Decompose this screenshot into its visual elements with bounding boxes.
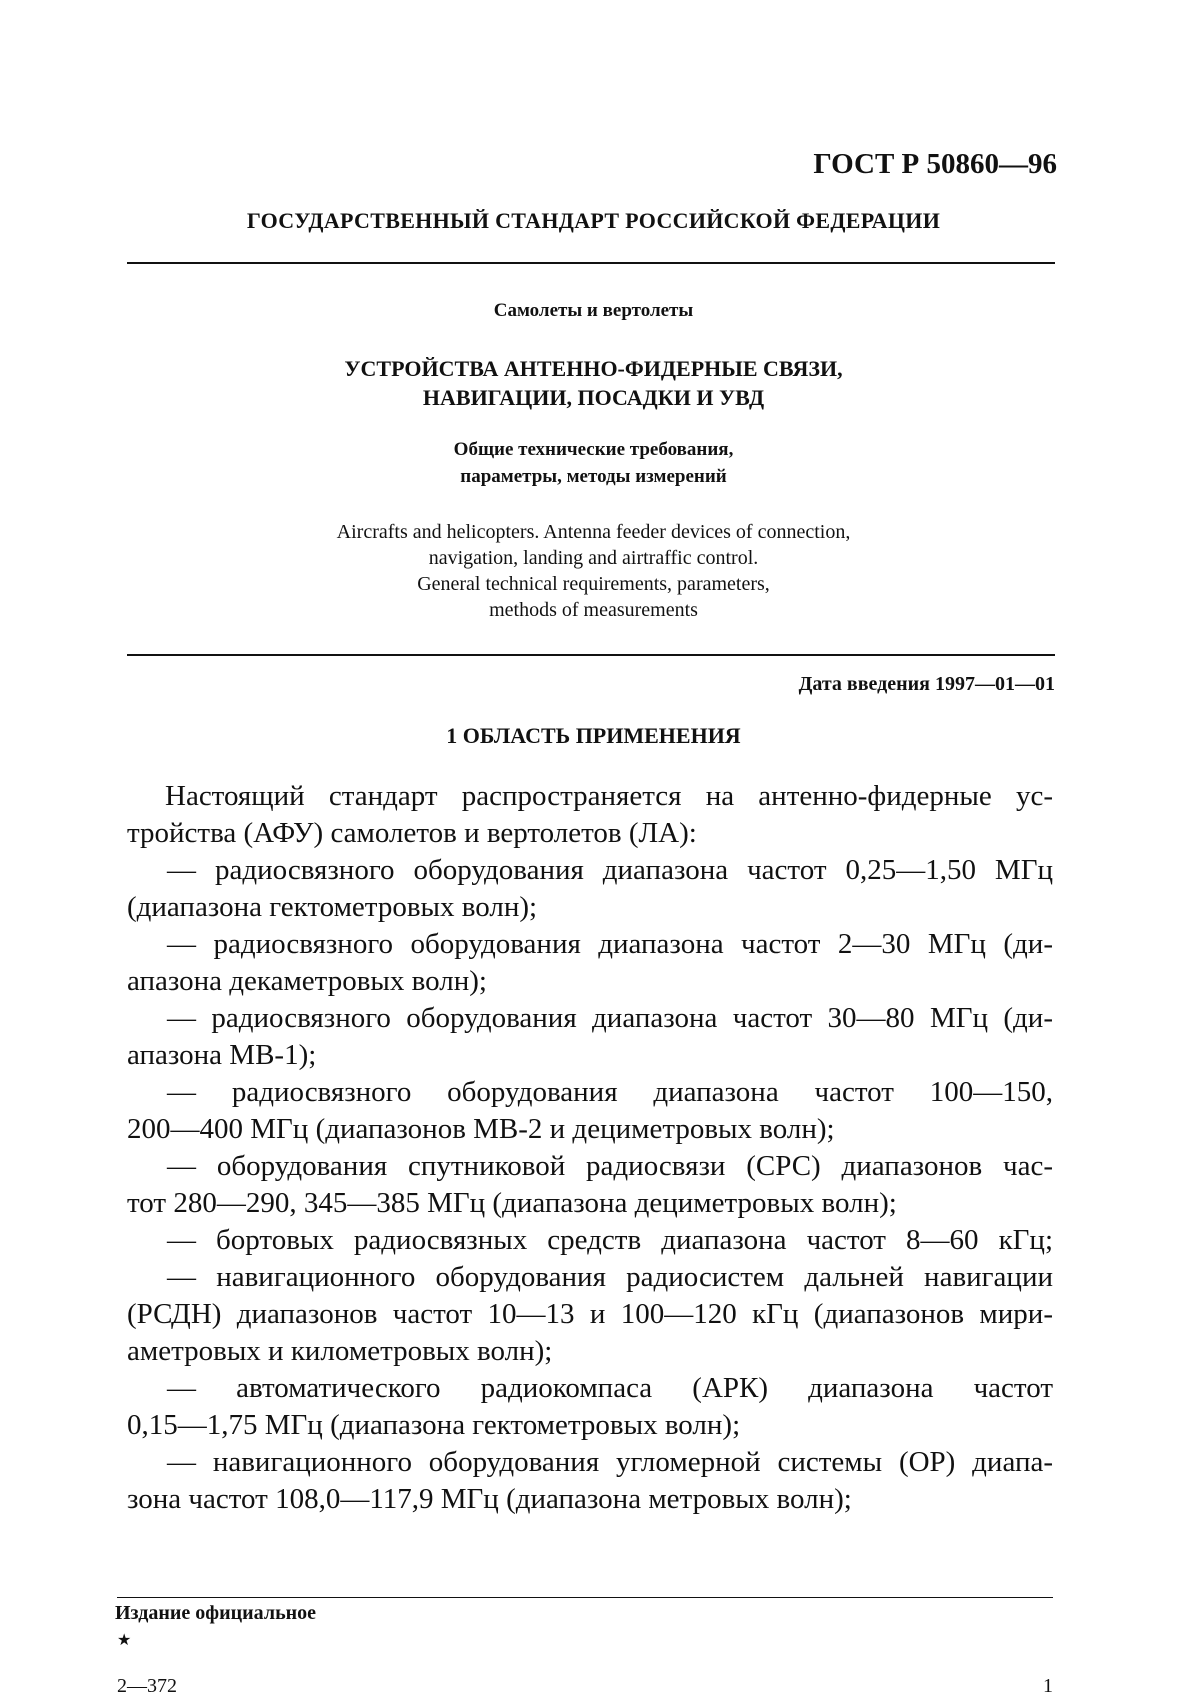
english-title-line: Aircrafts and helicopters. Antenna feeder devices of connection, (336, 521, 851, 543)
body-line: — автоматического радиокомпаса (АРК) диапазона частот (167, 1372, 1053, 1404)
body-line: тройства (АФУ) самолетов и вертолетов (ЛА): (127, 817, 697, 849)
body-line: — навигационного оборудования угломерной системы (ОР) диапа- (167, 1446, 1053, 1478)
header-divider (127, 262, 1055, 264)
subtitle (0, 436, 1187, 490)
english-title-line: General technical requirements, parameters, (417, 573, 770, 595)
english-title-line: navigation, landing and airtraffic control. (428, 547, 759, 569)
body-line: — радиосвязного оборудования диапазона частот 2—30 МГц (ди- (167, 928, 1053, 960)
body-line: — радиосвязного оборудования диапазона частот 0,25—1,50 МГц (167, 854, 1053, 886)
page-number: 1 (1043, 1675, 1053, 1697)
subtitle-line: Общие технические требования, (453, 439, 734, 460)
body-line: аметровых и километровых волн); (127, 1335, 553, 1367)
print-code: 2—372 (117, 1675, 177, 1697)
body-line: апазона МВ-1); (127, 1039, 317, 1071)
body-line: — навигационного оборудования радиосистем дальней навигации (167, 1261, 1053, 1293)
subject-line: Самолеты и вертолеты (493, 300, 694, 321)
body-line: апазона декаметровых волн); (127, 965, 487, 997)
english-title (0, 519, 1187, 623)
intro-date: Дата введения 1997—01—01 (798, 673, 1055, 695)
document-number: ГОСТ Р 50860—96 (813, 148, 1057, 180)
section-title: 1 ОБЛАСТЬ ПРИМЕНЕНИЯ (446, 723, 741, 748)
subtitle-line: параметры, методы измерений (460, 466, 727, 487)
body-line: — оборудования спутниковой радиосвязи (СРС) диапазонов час- (167, 1150, 1053, 1182)
state-standard-heading: ГОСУДАРСТВЕННЫЙ СТАНДАРТ РОССИЙСКОЙ ФЕДЕРАЦИИ (246, 208, 941, 233)
main-title-line: НАВИГАЦИИ, ПОСАДКИ И УВД (422, 385, 765, 410)
body-line: (диапазона гектометровых волн); (127, 891, 538, 923)
body-line: тот 280—290, 345—385 МГц (диапазона дециметровых волн); (127, 1187, 897, 1219)
main-title (0, 354, 1187, 412)
english-title-line: methods of measurements (489, 599, 698, 621)
body-line: 0,15—1,75 МГц (диапазона гектометровых волн); (127, 1409, 741, 1441)
title-divider (127, 654, 1055, 656)
main-title-line: УСТРОЙСТВА АНТЕННО-ФИДЕРНЫЕ СВЯЗИ, (344, 356, 843, 381)
body-line: — радиосвязного оборудования диапазона частот 100—150, (167, 1076, 1053, 1108)
body-line: (РСДН) диапазонов частот 10—13 и 100—120 кГц (диапазонов мири- (127, 1298, 1053, 1330)
body-line: — радиосвязного оборудования диапазона частот 30—80 МГц (ди- (167, 1002, 1053, 1034)
body-line: Настоящий стандарт распространяется на антенно-фидерные ус- (165, 780, 1053, 812)
official-edition-label: Издание официальное (115, 1602, 317, 1624)
star-icon: ★ (117, 1632, 132, 1649)
footer-divider (117, 1597, 1053, 1598)
body-line: зона частот 108,0—117,9 МГц (диапазона метровых волн); (127, 1483, 852, 1515)
body-line: 200—400 МГц (диапазонов МВ-2 и дециметровых волн); (127, 1113, 835, 1145)
body-line: — бортовых радиосвязных средств диапазона частот 8—60 кГц; (167, 1224, 1053, 1256)
